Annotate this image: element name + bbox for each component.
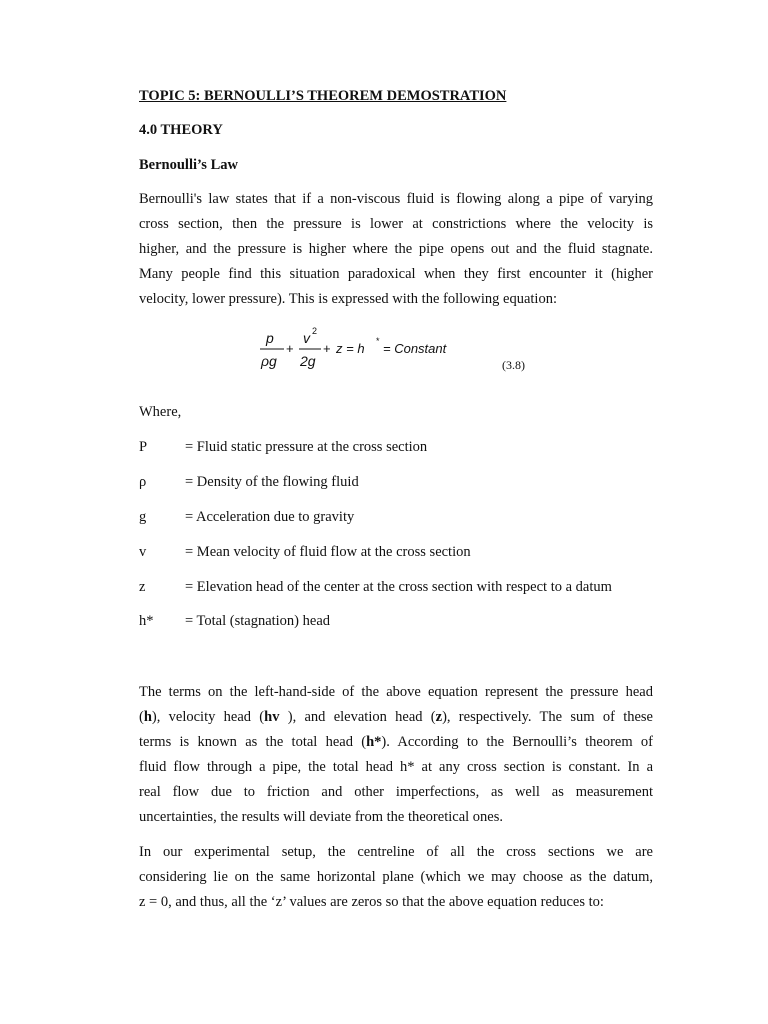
- paragraph-line: z = 0, and thus, all the ‘z’ values are zeros so that the above equation reduces to:: [139, 894, 604, 910]
- definition-symbol: z: [139, 579, 146, 595]
- eq-plus: +: [323, 341, 331, 356]
- text-run: ). According to the Bernoulli’s theorem of: [381, 734, 653, 750]
- definition-text: = Mean velocity of fluid flow at the cross section: [185, 544, 471, 560]
- definition-symbol: v: [139, 544, 147, 560]
- paragraph-line: higher, and the pressure is higher where the pipe opens out and the fluid stagnate.: [139, 241, 653, 257]
- pressure-head-symbol: h: [143, 709, 152, 725]
- definition-symbol: h*: [139, 613, 154, 629]
- eq-squared: 2: [312, 326, 318, 336]
- paragraph-line: [139, 705, 653, 730]
- text-run: (: [139, 709, 144, 725]
- paragraph-line: real flow due to friction and other imperfections, as well as measurement: [139, 784, 653, 800]
- eq-rho-g: ρg: [261, 353, 277, 369]
- definition-symbol: g: [139, 509, 147, 525]
- paragraph-line: In our experimental setup, the centreline of all the cross sections we are: [139, 844, 653, 860]
- explanation-paragraph: [139, 680, 653, 830]
- text-run: terms is known as the total head (: [139, 734, 367, 750]
- eq-constant: = Constant: [383, 341, 447, 356]
- subsection-heading: Bernoulli’s Law: [139, 157, 238, 173]
- paragraph-line: Many people find this situation paradoxical when they first encounter it (higher: [139, 266, 653, 282]
- text-run: ), respectively. The sum of these: [442, 709, 653, 725]
- eq-star: *: [376, 336, 380, 346]
- paragraph-line: fluid flow through a pipe, the total head h* at any cross section is constant. In a: [139, 759, 653, 775]
- paragraph-line: uncertainties, the results will deviate from the theoretical ones.: [139, 809, 503, 825]
- eq-plus: +: [286, 341, 294, 356]
- definition-text: = Density of the flowing fluid: [185, 474, 359, 490]
- paragraph-line: velocity, lower pressure). This is expressed with the following equation:: [139, 291, 557, 307]
- paragraph-line: considering lie on the same horizontal plane (which we may choose as the datum,: [139, 869, 653, 885]
- definition-text: = Fluid static pressure at the cross section: [185, 439, 428, 455]
- paragraph-line: Bernoulli's law states that if a non-viscous fluid is flowing along a pipe of varying: [139, 191, 653, 207]
- definition-text: = Elevation head of the center at the cross section with respect to a datum: [185, 579, 612, 595]
- intro-paragraph: [139, 187, 653, 312]
- total-head-symbol: h*: [366, 734, 382, 750]
- definition-symbol: P: [139, 439, 148, 455]
- definition-symbol: ρ: [139, 474, 147, 490]
- paragraph-line: [139, 730, 653, 755]
- eq-p: p: [266, 330, 274, 346]
- equation-number: (3.8): [502, 358, 525, 372]
- text-run: ), and elevation head (: [279, 709, 436, 725]
- bernoulli-equation: [258, 326, 458, 376]
- eq-2g: 2g: [300, 353, 316, 369]
- paragraph-line: cross section, then the pressure is lower at constrictions where the velocity is: [139, 216, 653, 232]
- setup-paragraph: [139, 840, 653, 915]
- velocity-head-symbol: hv: [264, 709, 280, 725]
- eq-z-h: z = h: [336, 341, 365, 356]
- definition-text: = Acceleration due to gravity: [185, 509, 355, 525]
- text-run: ), velocity head (: [151, 709, 265, 725]
- definition-text: = Total (stagnation) head: [185, 613, 331, 629]
- page-title: TOPIC 5: BERNOULLI’S THEOREM DEMOSTRATION: [139, 88, 507, 104]
- where-label: Where,: [139, 404, 182, 420]
- elevation-head-symbol: z: [435, 709, 443, 725]
- section-heading: 4.0 THEORY: [139, 122, 223, 138]
- paragraph-line: The terms on the left-hand-side of the above equation represent the pressure head: [139, 684, 653, 700]
- eq-v: v: [303, 330, 310, 346]
